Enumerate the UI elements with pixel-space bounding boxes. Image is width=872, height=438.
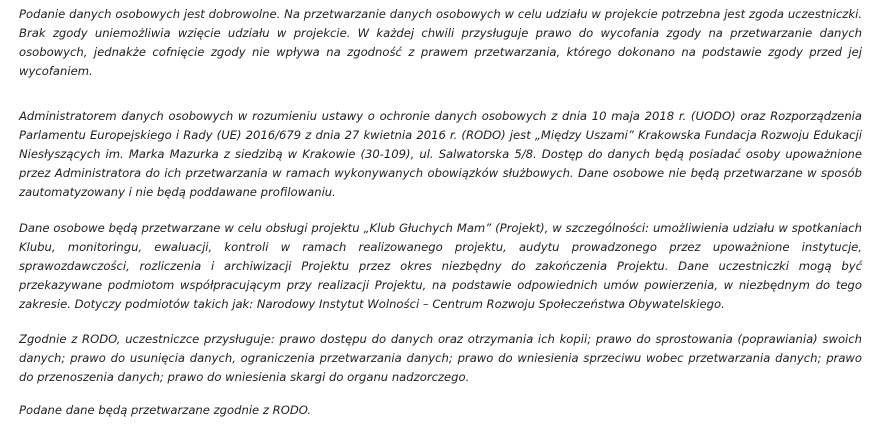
paragraph-rodo-compliance: Podane dane będą przetwarzane zgodnie z RODO. [19,403,312,417]
paragraph-rights: Zgodnie z RODO, uczestniczce przysługuje: prawo dostępu do danych oraz otrzymania ich kopii; prawo do sprostowania (poprawiania) swoich danych; prawo do usunięcia danych, ograniczenia przetwarzania danych; prawo do wniesienia sprzeciwu wobec przetwarzania danych; prawo do przenoszenia danych; prawo do wniesienia skargi do organu nadzorczego. [19,332,862,384]
paragraph-data-administrator: Administratorem danych osobowych w rozumieniu ustawy o ochronie danych osobowych z dnia 10 maja 2018 r. (UODO) oraz Rozporządzenia Parlamentu Europejskiego i Rady (UE) 2016/679 z dnia 27 kwietnia 2016 r. (RODO) jest „Między Uszami” Krakowska Fundacja Rozwoju Edukacji Niesłyszących im. Marka Mazurka z siedzibą w Krakowie (30-109), ul. Salwatorska 5/8. Dostęp do danych będą posiadać osoby upoważnione przez Administratora do ich przetwarzania w ramach wykonywanych obowiązków służbowych. Dane osobowe nie będą przetwarzane w sposób zautomatyzowany i nie będą poddawane profilowaniu. [19,109,862,199]
paragraph-voluntary-consent: Podanie danych osobowych jest dobrowolne. Na przetwarzanie danych osobowych w celu udziału w projekcie potrzebna jest zgoda uczestniczki. Brak zgody uniemożliwia wzięcie udziału w projekcie. W każdej chwili przysługuje prawo do wycofania zgody na przetwarzanie danych osobowych, jednakże cofnięcie zgody nie wpływa na zgodność z prawem przetwarzania, którego dokonano na podstawie zgody przed jej wycofaniem. [19,7,862,78]
paragraph-processing-purpose: Dane osobowe będą przetwarzane w celu obsługi projektu „Klub Głuchych Mam” (Projekt), w szczególności: umożliwienia udziału w spotkaniach Klubu, monitoringu, ewaluacji, kontroli w ramach realizowanego projektu, audytu prowadzonego przez upoważnione instytucje, sprawozdawczości, rozliczenia i archiwizacji Projektu przez okres niezbędny do zakończenia Projektu. Dane uczestniczki mogą być przekazywane podmiotom współpracującym przy realizacji Projektu, na podstawie odpowiednich umów powierzenia, w niezbędnym do tego zakresie. Dotyczy podmiotów takich jak: Narodowy Instytut Wolności – Centrum Rozwoju Społeczeństwa Obywatelskiego. [19,221,862,311]
